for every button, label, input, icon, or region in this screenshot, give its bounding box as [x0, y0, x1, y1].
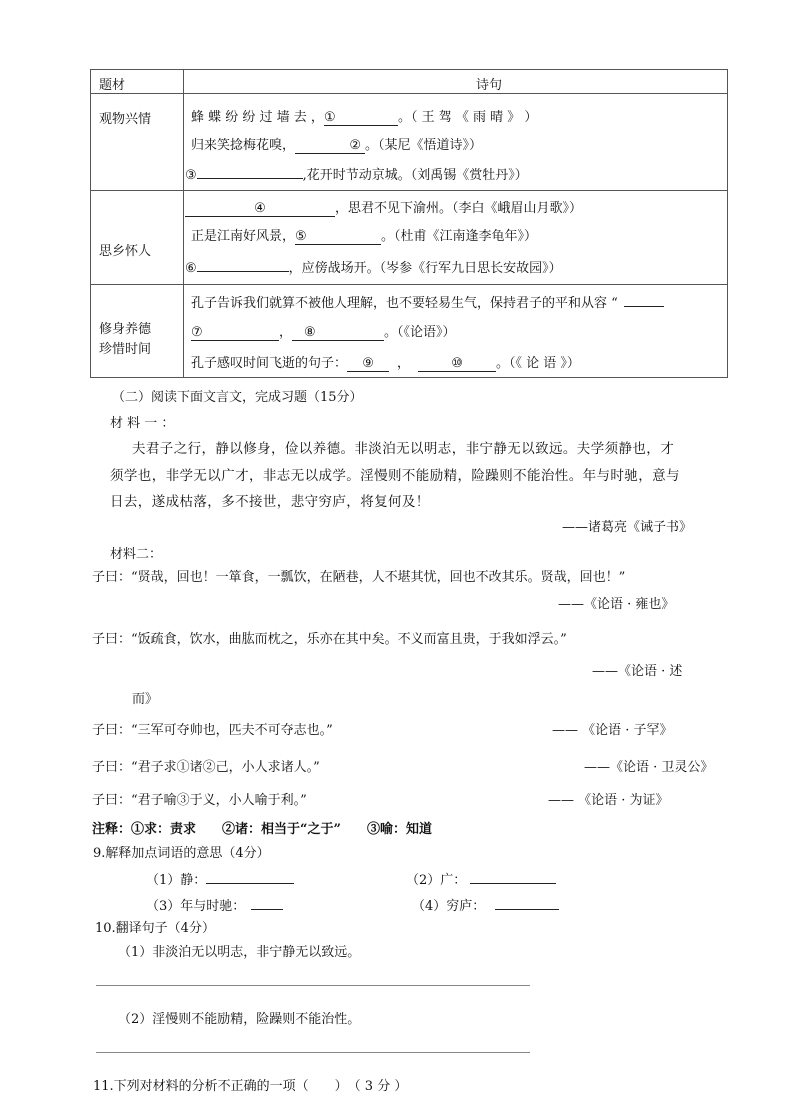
topic-label: 思乡怀人 [99, 244, 152, 259]
blank-7[interactable]: ⑦ [191, 326, 279, 341]
verse-line: ⑥ ，应傍战场开。（岑参《行军九日思长安故园》） [185, 261, 562, 276]
answer-blank[interactable] [206, 882, 294, 884]
quote-line: 子曰：“君子求①诸②己，小人求诸人。” [92, 760, 320, 775]
blank-6[interactable] [197, 270, 289, 272]
translate-sentence: （2）淫慢则不能励精，险躁则不能治性。 [118, 1012, 361, 1027]
material-label: 材 料 一 ： [110, 416, 175, 431]
translate-sentence: （1）非淡泊无以明志，非宁静无以致远。 [118, 945, 361, 960]
verse-line: 归来笑捻梅花嗅， ② 。（某尼《悟道诗》） [191, 138, 483, 153]
blank-5[interactable]: ⑤ [295, 230, 381, 245]
topic-label: 修身养德 [99, 322, 152, 337]
verse-line: 孔子感叹时间飞逝的句子： ⑨ ， ⑩ 。（《 论 语 》） [191, 356, 580, 371]
blank-10[interactable]: ⑩ [418, 357, 496, 372]
quote-source: —— 《论语 · 为证》 [548, 793, 669, 808]
verse-line: 孔子告诉我们就算不被他人理解，也不要轻易生气，保持君子的平和从容 “ [191, 292, 664, 311]
question-title: 10.翻译句子（4分） [95, 921, 215, 936]
quote-line: 子曰：“三军可夺帅也，匹夫不可夺志也。” [92, 723, 333, 738]
verse-line: 正是江南好风景，⑤ 。（杜甫《江南逢李龟年》） [191, 229, 538, 244]
passage-source: ——诸葛亮《诫子书》 [562, 520, 693, 535]
answer-blank[interactable] [495, 908, 559, 910]
quote-line: 子曰：“贤哉，回也！一箪食，一瓢饮，在陋巷，人不堪其忧，回也不改其乐。贤哉，回也！” [92, 570, 626, 585]
blank-3[interactable] [197, 177, 303, 179]
answer-blank[interactable] [470, 882, 556, 884]
verse-line: 蜂 蝶 纷 纷 过 墙 去 ，① 。（ 王 驾 《 雨 晴 》 ） [191, 110, 538, 125]
table-divider [91, 93, 727, 94]
table-divider [91, 190, 727, 191]
blank-4[interactable]: ④ [185, 202, 335, 217]
quote-source: ——《论语 · 雍也》 [558, 597, 675, 612]
table-header-topic: 题材 [99, 78, 126, 93]
q9-item: （2）广： [406, 869, 556, 888]
verse-line: ④ ，思君不见下渝州。（李白《峨眉山月歌》） [185, 197, 582, 217]
q9-item: （1）静： [146, 869, 294, 888]
verse-line: ③ ,花开时节动京城。（刘禹锡《赏牡丹》） [185, 168, 528, 183]
answer-line[interactable] [96, 1052, 530, 1053]
blank-2[interactable]: ② [295, 139, 365, 154]
blank-8[interactable]: ⑧ [292, 326, 384, 341]
section-heading: （二）阅读下面文言文，完成习题（15分） [112, 390, 363, 405]
quote-source: 而》 [132, 692, 159, 707]
q9-item: （3）年与时驰： [146, 895, 283, 914]
table-header-verse: 诗句 [476, 78, 503, 93]
passage-line: 须学也，非学无以广才，非志无以成学。淫慢则不能励精，险躁则不能治性。年与时驰，意与 [110, 468, 680, 484]
table-column-divider [183, 70, 184, 377]
topic-label: 观物兴情 [99, 112, 152, 127]
notes: 注释：①求：责求 ②诸：相当于“之于” ③喻：知道 [92, 822, 432, 837]
question-title: 9.解释加点词语的意思（4分） [93, 846, 270, 861]
passage-line: 夫君子之行，静以修身，俭以养德。非淡泊无以明志，非宁静无以致远。夫学须静也，才 [132, 441, 675, 457]
material-label: 材料二： [110, 547, 163, 562]
quote-source: —— 《论语 · 子罕》 [552, 723, 673, 738]
poetry-table [90, 69, 728, 378]
passage-line: 日去，遂成枯落，多不接世，悲守穷庐，将复何及！ [110, 494, 430, 510]
quote-line: 子曰：“饭疏食，饮水，曲肱而枕之，乐亦在其中矣。不义而富且贵，于我如浮云。” [92, 632, 567, 647]
table-divider [91, 284, 727, 285]
q9-item: （4）穷庐： [412, 895, 559, 914]
quote-source: ——《论语 · 卫灵公》 [584, 760, 714, 775]
blank-7a[interactable] [624, 305, 664, 307]
answer-line[interactable] [96, 985, 530, 986]
quote-line: 子曰：“君子喻③于义，小人喻于利。” [92, 793, 307, 808]
blank-1[interactable]: ① [324, 111, 398, 126]
answer-blank[interactable] [251, 908, 283, 910]
topic-label: 珍惜时间 [99, 342, 152, 357]
quote-source: ——《论语 · 述 [592, 664, 683, 679]
verse-line: ⑦ ， ⑧ 。（《论语》） [191, 325, 456, 340]
question-title: 11.下列对材料的分析不正确的一项（ ） （ 3 分 ） [93, 1079, 408, 1094]
blank-9[interactable]: ⑨ [347, 357, 389, 372]
